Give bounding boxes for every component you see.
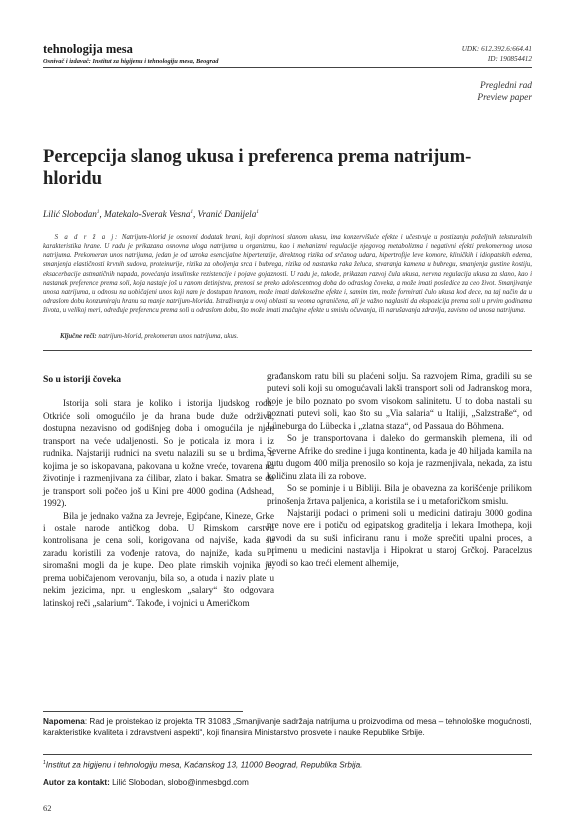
- author-name: Lilić Slobodan: [43, 209, 97, 219]
- author-name: Vranić Danijela: [197, 209, 257, 219]
- body-paragraph: Bila je jednako važna za Jevreje, Egipćane, Kineze, Grke i ostale narode antičkog doba. U Rimskom carstvu kontrolisana je cena soli, korigovana od najviše, kada su zaradu koristili za vođenje ratova, do najniže, kada su i siromašni mogli da je kupe. Deo plate rimskih vojnika je, prema uobičajenom verovanju, bila so, a otuda i naziv plate u nekim jezicima, npr. u engleskom „salary“ što odgovara latinskoj reči „salarium“. Takođe, i vojnici u Američkom: [43, 510, 274, 608]
- contact-label: Autor za kontakt:: [43, 778, 110, 787]
- funding-note: [43, 716, 532, 738]
- abstract-rule: [43, 350, 532, 351]
- author-name: Matekalo-Sverak Vesna: [103, 209, 191, 219]
- affiliation-text: Institut za higijenu i tehnologiju mesa, Kaćanskog 13, 11000 Beograd, Republika Srbija.: [45, 760, 363, 770]
- author-list: Lilić Slobodan$^1$, Matekalo-Sverak Vesna$^1$, Vranić Danijela$^1$: [43, 209, 259, 219]
- funding-note-label: Napomena: [43, 717, 85, 726]
- section-heading: So u istoriji čoveka: [43, 374, 122, 385]
- funding-note-text: : Rad je proistekao iz projekta TR 31083 „Smanjivanje sadržaja natrijuma u proizvodima od mesa – tehnološke mogućnosti, karakteristike kvaliteta i zdravstveni aspekti“, koji finansira Ministarstvo prosvete i nauke Republike Srbije.: [43, 717, 532, 738]
- body-paragraph: građanskom ratu bili su plaćeni solju. Sa razvojem Rima, gradili su se putevi soli koji su omogućavali lakši transport soli od Jadranskog mora, koje je bilo poznato po svom visokom salinitetu. U to doba nastali su poznati putevi soli, kao što su „Via salaria“ u Italiji, „Salzstraße“, od Lüneburga do Lübecka i „zlatna staza“, od Passaua do Böhmena.: [267, 371, 532, 431]
- journal-name: tehnologija mesa: [43, 42, 133, 56]
- author-affiliation-mark: 1: [96, 209, 100, 215]
- affiliation: [43, 760, 362, 770]
- header-rule: [43, 67, 532, 68]
- abstract-text: Natrijum-hlorid je osnovni dodatak hrani, koji doprinosi slanom ukusu, ima konzervišuće efekte i učestvuje u postizanju poželjnih teksturalnih karakteristika hrane. U radu je prikazana osnovna uloga natrijuma u organizmu, kao i mehanizmi regulacije njegovog metabolizma i negativni efekti prekomernog unosa natrijuma. Prekomeran unos natrijuma, jedan je od uzroka esencijalne hipertenzije, direktnog rizika od srčanog udara, hipertrofije leve komore, kliničkih i idiopatskih edema, smanjenja elastičnosti krvnih sudova, proteinurije, rizika za oboljenja srca i bubrega, rizika od nastanka raka želuca, stvaranja kamena u bubregu, smanjenja gustine kostiju, eksacerbacije astmatičnih napada, povećanja insulinske rezistencije i pojave gojaznosti. U radu je, takođe, prikazan razvoj čula ukusa, nervna regulacija ukusa za slano, kao i nastanak preference prema soli, koja nastaje još u ranom detinjstvu, prenosi se preko adolescentnog doba do odraslog čoveka, a može imati posledice za ceo život. Smanjivanje unosa natrijuma, u odnosu na uobičajeni unos koji nam je dostupan hranom, može imati dalekosežne efekte i, samim tim, može formirati čulo ukusa kod dece, na taj način da u odraslom dobu konzumiraju hranu sa manje natrijum-hlorida. Istraživanja u ovoj oblasti su veoma ograničena, ali je važno naglasiti da ekspozicija prema soli u prvim godinama života, u velikoj meri, određuje preferencu prema soli u odraslom dobu, što može imati značajne efekte u smislu očuvanja, ili narušavanja zdravlja, zavisno od unosa natrijuma.: [43, 234, 532, 315]
- contact-text: Lilić Slobodan, slobo@inmesbgd.com: [109, 778, 249, 787]
- abstract: [43, 233, 532, 315]
- paper-type: [477, 80, 532, 104]
- udk-code: UDK: 612.392.6:664.41: [461, 45, 532, 53]
- body-paragraph: So je transportovana i daleko do germanskih plemena, ili od Severne Afrike do sredine i juga kontinenta, kada je 40 hiljada kamila na putu dugom 400 milja prenosilo so koja je razmenjivala, nekada, za istu količinu zlata ili za robove.: [267, 433, 532, 481]
- paper-type-sr: Pregledni rad: [480, 81, 532, 91]
- author-affiliation-mark: 1: [190, 209, 193, 215]
- body-column-right: [267, 370, 532, 569]
- body-paragraph: Istorija soli stara je koliko i istorija ljudskog roda. Otkriće soli omogućilo je da hrana bude duže održiva, dostupna nezavisno od godišnjeg doba i omogućila je njen transport na veće udaljenosti. So je poticala iz mora i iz rudnika. Najstariji rudnici na svetu nalazili su se u brdima, u kojima je so iskopavana, pakovana u kožne vreće, tovarena na životinje i razmenjivana za ćilibar, zlato i bakar. Smatra se da je transport soli počeo još u Kini pre 4000 godina (Adshead, 1992).: [43, 398, 274, 509]
- page-number: 62: [43, 803, 52, 813]
- paper-title: Percepcija slanog ukusa i preferenca prema natrijum-hloridu: [43, 146, 472, 189]
- journal-identifiers: [462, 45, 532, 64]
- publisher-line: Osnivač i izdavač: Institut za higijenu i tehnologiju mesa, Beograd: [43, 58, 219, 65]
- paper-id: ID: 190854412: [487, 54, 532, 63]
- affiliation-rule: [43, 754, 532, 755]
- abstract-label: S a d r ž a j:: [54, 234, 120, 241]
- body-column-left: [43, 370, 274, 609]
- author-affiliation-mark: 1: [256, 209, 259, 215]
- keywords-text: natrijum-hlorid, prekomeran unos natrijuma, ukus.: [98, 333, 239, 340]
- keywords-label: Ključne reči:: [60, 333, 97, 340]
- paper-type-en: Preview paper: [477, 93, 532, 103]
- body-paragraph: So se pominje i u Bibliji. Bila je obavezna za korišćenje prilikom prinošenja žrtava paljenica, a koristila se i u metaforičkom smislu.: [267, 483, 532, 506]
- contact-author: [43, 778, 249, 787]
- journal-header: [43, 43, 403, 66]
- body-paragraph: Najstariji podaci o primeni soli u medicini datiraju 3000 godina pre nove ere i potiču od egipatskog graditelja i lekara Imothepa, koji navodi da su suši inficiranu ranu i može sprečiti upalni proces, a primenu u medicini nastavlja i Hipokrat u staroj Grčkoj. Paracelzus uvodi so kao treći element alhemije,: [267, 507, 532, 568]
- footnote-rule: [43, 711, 243, 712]
- keywords: [60, 333, 238, 340]
- affiliation-mark: 1: [43, 760, 46, 766]
